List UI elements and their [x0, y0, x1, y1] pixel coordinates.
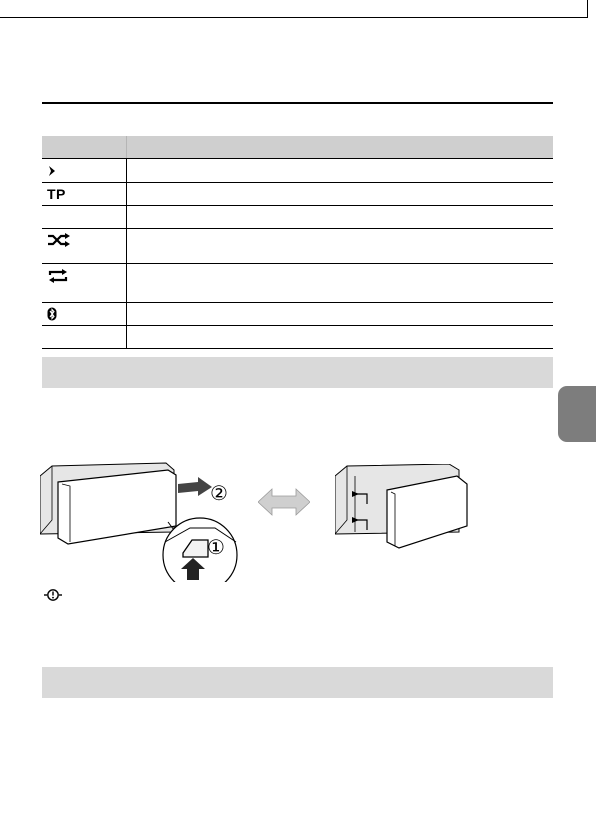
- repeat-icon: [47, 264, 69, 306]
- table-row: [42, 264, 553, 303]
- table-divider: [126, 183, 127, 205]
- table-row: [42, 326, 553, 349]
- double-arrow-icon: [258, 488, 310, 516]
- table-divider: [126, 159, 127, 182]
- table-divider: [126, 206, 127, 228]
- table-row: [42, 206, 553, 229]
- tp-label: TP: [47, 186, 66, 202]
- bluetooth-icon: [47, 303, 57, 325]
- section-heading-bar: [42, 357, 553, 388]
- table-row: [42, 159, 553, 183]
- detach-panel-illustration: [40, 462, 250, 582]
- table-divider: [126, 229, 127, 263]
- section-heading-bar-2: [42, 667, 553, 698]
- tp-icon: [47, 183, 66, 205]
- table-row: [42, 229, 553, 264]
- top-rule: [0, 17, 588, 18]
- step-2-marker: ②: [210, 483, 228, 505]
- navigation-arrow-icon: [47, 159, 57, 182]
- language-side-tab: [558, 386, 596, 442]
- table-row: [42, 303, 553, 326]
- caution-icon: [44, 588, 62, 602]
- table-divider: [126, 326, 127, 348]
- top-rule-tick: [587, 0, 588, 18]
- table-row: [42, 183, 553, 206]
- indicator-table: [42, 136, 553, 349]
- table-divider: [126, 303, 127, 325]
- table-header-divider: [126, 136, 127, 158]
- table-divider: [126, 264, 127, 302]
- attach-panel-illustration: [335, 464, 470, 556]
- step-1-marker: ①: [207, 537, 225, 559]
- table-header: [42, 136, 553, 159]
- section-rule: [42, 102, 553, 104]
- shuffle-icon: [47, 229, 71, 267]
